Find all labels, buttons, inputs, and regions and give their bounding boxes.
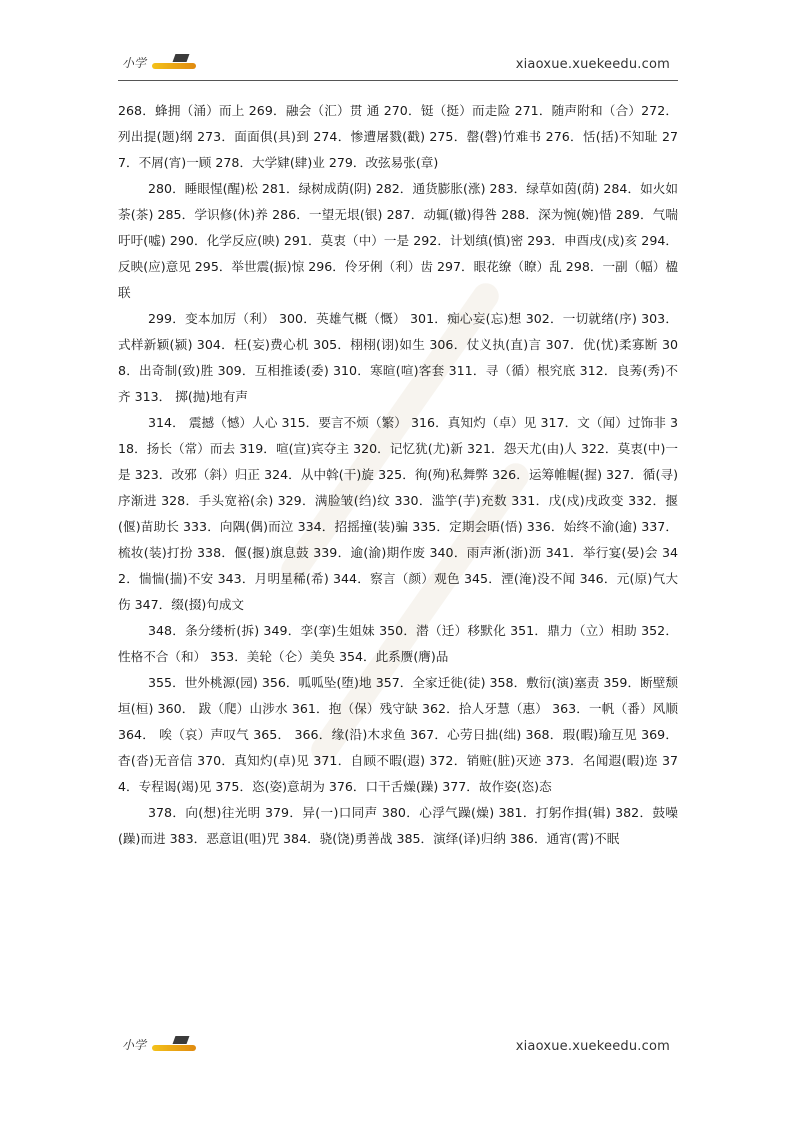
document-body <box>118 98 678 852</box>
paragraph-378-386: 378．向(想)往光明 379．异(一)口同声 380．心浮气躁(燥) 381．打躬作揖(辑) 382．鼓噪(躁)而进 383．恶意诅(咀)咒 384．骁(饶)勇善战 385．演绎(译)归纳 386．通宵(霄)不眠 <box>118 805 678 846</box>
logo-swoosh-icon <box>152 1045 196 1051</box>
paragraph-268-279: 268．蜂拥（涌）而上 269．融会（汇）贯 通 270．铤（挺）而走险 271．随声附和（合）272．列出提(题)纲 273．面面俱(具)到 274．惨遭屠戮(戳) 275．罄(磬)竹难书 276．恬(括)不知耻 277．不屑(宵)一顾 278．大学肄(肆)业 279．改弦易张(章) <box>118 103 678 170</box>
paragraph-314-347: 314． 震撼（憾）人心 315．要言不烦（繁） 316．真知灼（卓）见 317．文（闻）过饰非 318．扬长（常）而去 319．喧(宣)宾夺主 320．记忆犹(尤)新 321．怨天尤(由)人 322．莫衷(中)一是 323．改邪（斜）归正 324．从中斡(干)旋 325．徇(殉)私舞弊 326．运筹帷幄(握) 327．循(寻)序渐进 328．手头宽裕(余) 329．满脸皱(绉)纹 330．滥竽(芋)充数 331．戊(戍)戌政变 332．揠(偃)苗助长 333．向隅(偶)而泣 334．招摇撞(装)骗 335．定期会晤(悟) 336．始终不渝(逾) 337．梳妆(装)打扮 338．偃(揠)旗息鼓 339．逾(渝)期作废 340．雨声淅(浙)沥 341．举行宴(晏)会 342．惴惴(揣)不安 343．月明星稀(希) 344．察言（颜）观色 345．湮(淹)没不闻 346．元(原)气大伤 347．缀(掇)句成文 <box>118 415 678 612</box>
paragraph-348-354: 348．条分缕析(拆) 349．孪(挛)生姐妹 350．潜（迁）移默化 351．鼎力（立）相助 352．性格不合（和） 353．美轮（仑）美奂 354．此系赝(膺)品 <box>118 623 678 664</box>
footer-logo-text: 小学 <box>122 1038 147 1052</box>
page-header <box>118 48 678 81</box>
graduation-cap-icon <box>173 54 190 62</box>
paragraph-299-313: 299．变本加厉（利） 300．英雄气概（慨） 301．痴心妄(忘)想 302．一切就绪(序) 303．式样新颖(颍) 304．枉(妄)费心机 305．栩栩(诩)如生 306．仗义执(直)言 307．优(忧)柔寡断 308．出奇制(致)胜 309．互相推诿(委) 310．寒暄(喧)客套 311．寻（循）根究底 312．良莠(秀)不齐 313． 掷(抛)地有声 <box>118 311 678 404</box>
logo-swoosh-icon <box>152 63 196 69</box>
footer-site-url: xiaoxue.xuekeedu.com <box>515 1039 670 1054</box>
logo-text: 小学 <box>122 56 147 70</box>
site-logo <box>122 52 198 76</box>
page-footer <box>118 1030 678 1062</box>
site-url: xiaoxue.xuekeedu.com <box>515 57 670 72</box>
paragraph-355-377: 355．世外桃源(园) 356．呱呱坠(堕)地 357．全家迁徙(徒) 358．敷衍(演)塞责 359．断壁颓垣(桓) 360． 跋（爬）山涉水 361．抱（保）残守缺 362．拾人牙慧（惠） 363．一帆（番）风顺 364． 唉（哀）声叹气 365． 366．缘(沿)木求鱼 367．心劳日拙(绌) 368．瑕(暇)瑜互见 369．杳(沓)无音信 370．真知灼(卓)见 371．自顾不暇(遐) 372．销赃(脏)灭迹 373．名闻遐(暇)迩 374．专程谒(竭)见 375．恣(姿)意胡为 376．口干舌燥(躁) 377．故作姿(恣)态 <box>118 675 678 794</box>
graduation-cap-icon <box>173 1036 190 1044</box>
paragraph-280-298: 280．睡眼惺(醒)松 281．绿树成荫(阴) 282．通货膨胀(涨) 283．绿草如茵(荫) 284．如火如荼(茶) 285．学识修(休)养 286．一望无垠(银) 287．动辄(辙)得咎 288．深为惋(婉)惜 289．气喘吁吁(嘘) 290．化学反应(映) 291．莫衷（中）一是 292．计划缜(慎)密 293．申酉戌(戍)亥 294．反映(应)意见 295．举世震(振)惊 296．伶牙俐（利）齿 297．眼花缭（瞭）乱 298．一副（幅）楹联 <box>118 181 679 300</box>
footer-logo <box>122 1034 198 1058</box>
